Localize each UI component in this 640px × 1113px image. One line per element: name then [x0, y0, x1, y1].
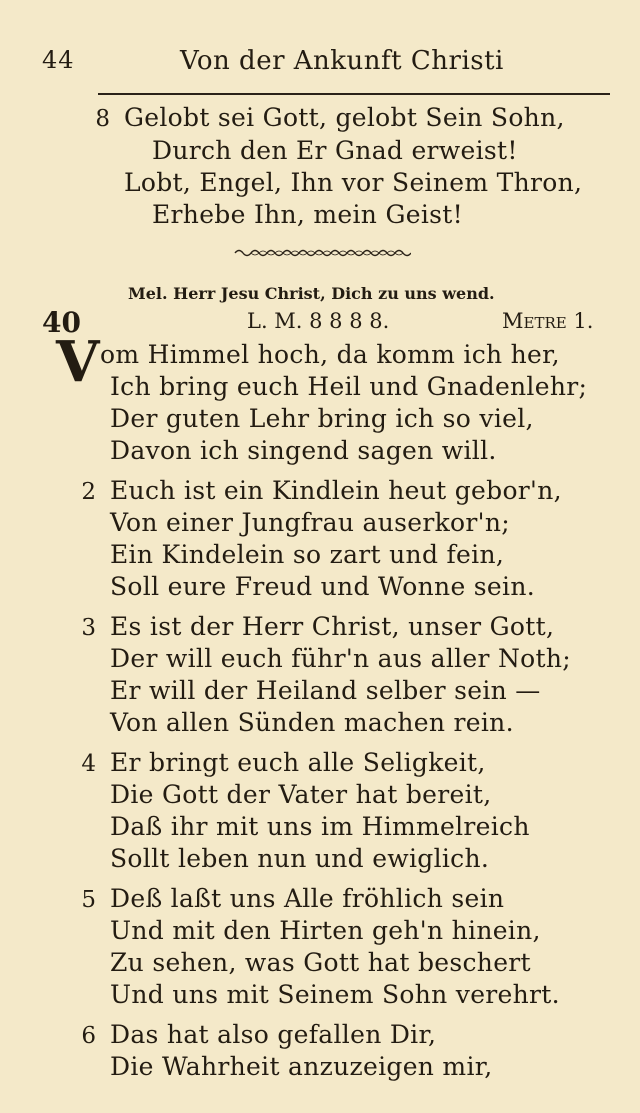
stanza-number: 3	[81, 615, 96, 641]
verse-line: Der will euch führ'n aus aller Noth;	[110, 644, 572, 673]
verse-line: Von einer Jungfrau auserkor'n;	[110, 508, 510, 537]
verse-line: Gelobt sei Gott, gelobt Sein Sohn,	[124, 103, 565, 132]
verse-line: Durch den Er Gnad erweist!	[152, 136, 518, 165]
verse-line: Lobt, Engel, Ihn vor Seinem Thron,	[124, 168, 583, 197]
running-head: Von der Ankunft Christi	[180, 46, 504, 76]
verse-line: Er will der Heiland selber sein —	[110, 676, 541, 705]
verse-line: Ein Kindelein so zart und fein,	[110, 540, 505, 569]
verse-line: Erhebe Ihn, mein Geist!	[152, 200, 463, 229]
hymn-number: 40	[42, 306, 81, 339]
verse-line: Euch ist ein Kindlein heut gebor'n,	[110, 476, 562, 505]
stanza-number: 5	[81, 887, 96, 913]
drop-cap: V	[56, 329, 100, 395]
verse-line: Davon ich singend sagen will.	[110, 436, 497, 465]
stanza-number: 2	[81, 479, 96, 505]
stanza-number: 6	[81, 1023, 96, 1049]
verse-line: Von allen Sünden machen rein.	[110, 708, 514, 737]
verse-line: Deß laßt uns Alle fröhlich sein	[110, 884, 505, 913]
verse-line: Zu sehen, was Gott hat beschert	[110, 948, 531, 977]
verse-line: Und uns mit Seinem Sohn verehrt.	[110, 980, 560, 1009]
meter-name: Metre 1.	[502, 309, 594, 333]
meter-code: L. M. 8 8 8 8.	[247, 309, 390, 333]
verse-line: Die Gott der Vater hat bereit,	[110, 780, 492, 809]
verse-line: Der guten Lehr bring ich so viel,	[110, 404, 534, 433]
stanza-number: 4	[81, 751, 96, 777]
ornamental-divider	[233, 246, 411, 260]
header-rule	[98, 93, 610, 95]
verse-line: Er bringt euch alle Seligkeit,	[110, 748, 486, 777]
verse-line: Und mit den Hirten geh'n hinein,	[110, 916, 541, 945]
verse-line: Soll eure Freud und Wonne sein.	[110, 572, 535, 601]
verse-line: om Himmel hoch, da komm ich her,	[100, 340, 560, 369]
melody-reference: Mel. Herr Jesu Christ, Dich zu uns wend.	[128, 284, 495, 303]
verse-line: Das hat also gefallen Dir,	[110, 1020, 437, 1049]
verse-line: Es ist der Herr Christ, unser Gott,	[110, 612, 555, 641]
verse-line: Sollt leben nun und ewiglich.	[110, 844, 490, 873]
verse-line: Daß ihr mit uns im Himmelreich	[110, 812, 530, 841]
verse-line: Die Wahrheit anzuzeigen mir,	[110, 1052, 493, 1081]
stanza-number: 8	[95, 106, 110, 132]
verse-line: Ich bring euch Heil und Gnadenlehr;	[110, 372, 588, 401]
page-header	[42, 46, 608, 82]
page-number: 44	[42, 46, 75, 74]
